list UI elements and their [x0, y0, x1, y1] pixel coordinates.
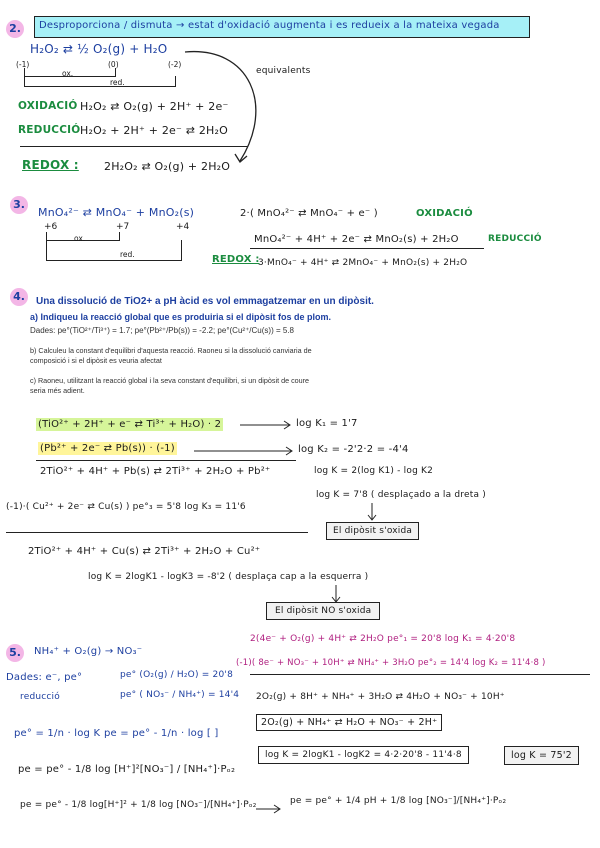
s4-eq2: (Pb²⁺ + 2e⁻ ⇄ Pb(s)) · (-1): [40, 443, 175, 454]
s5-logk-res: log K = 75'2: [504, 746, 579, 765]
s4-sum-line: [36, 460, 296, 461]
s5-reaction: NH₄⁺ + O₂(g) → NO₃⁻: [34, 646, 143, 657]
s2-sum-line: [20, 146, 248, 147]
s5-pe2: pe° ( NO₃⁻ / NH₄⁺) = 14'4: [120, 690, 240, 700]
s2-redox-eq: 2H₂O₂ ⇄ O₂(g) + 2H₂O: [104, 160, 231, 173]
s2-oxidacio-label: OXIDACIÓ: [18, 100, 78, 112]
s3-ox-mid: +7: [116, 222, 130, 232]
s3-red-label: red.: [120, 250, 135, 259]
s3-ox-label: ox.: [74, 234, 86, 243]
s5-r3: 2O₂(g) + 8H⁺ + NH₄⁺ + 3H₂O ⇄ 4H₂O + NO₃⁻ + 10H⁺: [256, 692, 505, 702]
s4-eq4: 2TiO²⁺ + 4H⁺ + Cu(s) ⇄ 2Ti³⁺ + 2H₂O + Cu²⁺: [28, 546, 261, 557]
s5-pe-def1: pe° = 1/n · log K: [14, 728, 101, 739]
s3-red-bracket: [46, 240, 182, 261]
s3-ox-left: +6: [44, 222, 58, 232]
s5-sum-line: [250, 674, 590, 675]
section-3-badge: 3.: [10, 196, 28, 214]
s3-oxidacio-eq: 2·( MnO₄²⁻ ⇄ MnO₄⁻ + e⁻ ): [240, 208, 378, 219]
s4-arrow-2: [192, 446, 296, 456]
s3-redox-eq: 3·MnO₄⁻ + 4H⁺ ⇄ 2MnO₄⁻ + MnO₂(s) + 2H₂O: [258, 258, 468, 268]
s2-reduccio-eq: H₂O₂ + 2H⁺ + 2e⁻ ⇄ 2H₂O: [80, 124, 228, 137]
s2-equivalents: equivalents: [256, 66, 311, 76]
s2-reaction: H₂O₂ ⇄ ½ O₂(g) + H₂O: [30, 42, 168, 56]
s4-eq2-k: log K₂ = -2'2·2 = -4'4: [298, 444, 409, 455]
s3-redox-label: REDOX :: [212, 254, 260, 265]
s3-reduccio-eq: MnO₄²⁻ + 4H⁺ + 2e⁻ ⇄ MnO₂(s) + 2H₂O: [254, 234, 459, 245]
s4-sum-line-2: [6, 532, 308, 533]
s5-pe-eq2: pe = pe° - 1/8 log[H⁺]² + 1/8 log [NO₃⁻]/[NH₄⁺]·Pₒ₂: [20, 800, 257, 810]
s2-ox-mid: (0): [108, 60, 119, 69]
s2-reduccio-label: REDUCCIÓ: [18, 124, 81, 136]
s4-box-no-oxida: El dipòsit NO s'oxida: [266, 602, 380, 620]
s5-dades: Dades: e⁻, pe°: [6, 672, 83, 683]
s4-cu-eq: (-1)·( Cu²⁺ + 2e⁻ ⇄ Cu(s) ) pe°₃ = 5'8 log K₃ = 11'6: [6, 502, 246, 512]
s5-pe-eq3: pe = pe° + 1/4 pH + 1/8 log [NO₃⁻]/[NH₄⁺]·Pₒ₂: [290, 796, 507, 806]
s5-pe-eq1: pe = pe° - 1/8 log [H⁺]²[NO₃⁻] / [NH₄⁺]·Pₒ₂: [18, 764, 236, 775]
s4-arrow-1: [238, 420, 294, 430]
section-5-badge: 5.: [6, 644, 24, 662]
s5-reduccio: reducció: [20, 692, 60, 702]
s4-box-oxida: El dipòsit s'oxida: [326, 522, 419, 540]
s3-sum-line: [250, 248, 484, 249]
s5-r2: (-1)( 8e⁻ + NO₃⁻ + 10H⁺ ⇄ NH₄⁺ + 3H₂O pe°₂ = 14'4 log K₂ = 11'4·8 ): [236, 658, 546, 668]
s4-title: Una dissolució de TiO2+ a pH àcid es vol emmagatzemar en un dipòsit.: [36, 296, 374, 307]
s3-reduccio-label: REDUCCIÓ: [488, 234, 542, 244]
s5-arrow: [254, 804, 284, 814]
section-4-badge: 4.: [10, 288, 28, 306]
s2-ox-right: (-2): [168, 60, 182, 69]
s2-redox-label: REDOX :: [22, 158, 79, 172]
s4-eq3-res: log K = 7'8 ( desplaçado a la dreta ): [316, 490, 486, 500]
s2-ox-label: ox.: [62, 69, 74, 78]
s5-r4: 2O₂(g) + NH₄⁺ ⇄ H₂O + NO₃⁻ + 2H⁺: [256, 714, 442, 731]
s5-pe1: pe° (O₂(g) / H₂O) = 20'8: [120, 670, 233, 680]
s4-part-a: a) Indiqueu la reacció global que es produiria si el dipòsit fos de plom.: [30, 312, 332, 322]
s3-oxidacio-label: OXIDACIÓ: [416, 208, 473, 219]
s4-down-arrow-1: [366, 502, 378, 522]
s4-eq1: (TiO²⁺ + 2H⁺ + e⁻ ⇄ Ti³⁺ + H₂O) · 2: [38, 419, 222, 430]
s4-eq1-k: log K₁ = 1'7: [296, 418, 358, 429]
section-2-header: Desproporciona / dismuta → estat d'oxidació augmenta i es redueix a la mateixa vegada: [34, 16, 530, 38]
s5-pe-def2: pe = pe° - 1/n · log [ ]: [104, 728, 219, 739]
s4-eq3: 2TiO²⁺ + 4H⁺ + Pb(s) ⇄ 2Ti³⁺ + 2H₂O + Pb²⁺: [40, 466, 271, 477]
s3-ox-right: +4: [176, 222, 190, 232]
s2-oxidacio-eq: H₂O₂ ⇄ O₂(g) + 2H⁺ + 2e⁻: [80, 100, 229, 113]
s3-reaction: MnO₄²⁻ ⇄ MnO₄⁻ + MnO₂(s): [38, 206, 195, 219]
s5-r1: 2(4e⁻ + O₂(g) + 4H⁺ ⇄ 2H₂O pe°₁ = 20'8 log K₁ = 4·20'8: [250, 634, 516, 644]
s4-eq4-k: log K = 2logK1 - logK3 = -8'2 ( desplaça cap a la esquerra ): [88, 572, 369, 582]
s4-part-b: b) Calculeu la constant d'equilibri d'aquesta reacció. Raoneu si la dissolució canviaria de composició i si el dipòsit es veuria afectat: [30, 346, 312, 365]
s4-down-arrow-2: [330, 584, 342, 604]
s5-logk: log K = 2logK1 - logK2 = 4·2·20'8 - 11'4·8: [258, 746, 469, 764]
section-2-badge: 2.: [6, 20, 24, 38]
s2-red-bracket: [24, 76, 176, 87]
s2-red-label: red.: [110, 78, 125, 87]
s4-data: Dades: pe°(TiO²⁺/Ti³⁺) = 1.7; pe°(Pb²⁺/Pb(s)) = -2.2; pe°(Cu²⁺/Cu(s)) = 5.8: [30, 326, 294, 335]
s4-part-c: c) Raoneu, utilitzant la reacció global i la seva constant d'equilibri, si un dipòsit de coure seria més adient.: [30, 376, 310, 395]
s4-eq3-k: log K = 2(log K1) - log K2: [314, 466, 434, 476]
s2-ox-left: (-1): [16, 60, 30, 69]
